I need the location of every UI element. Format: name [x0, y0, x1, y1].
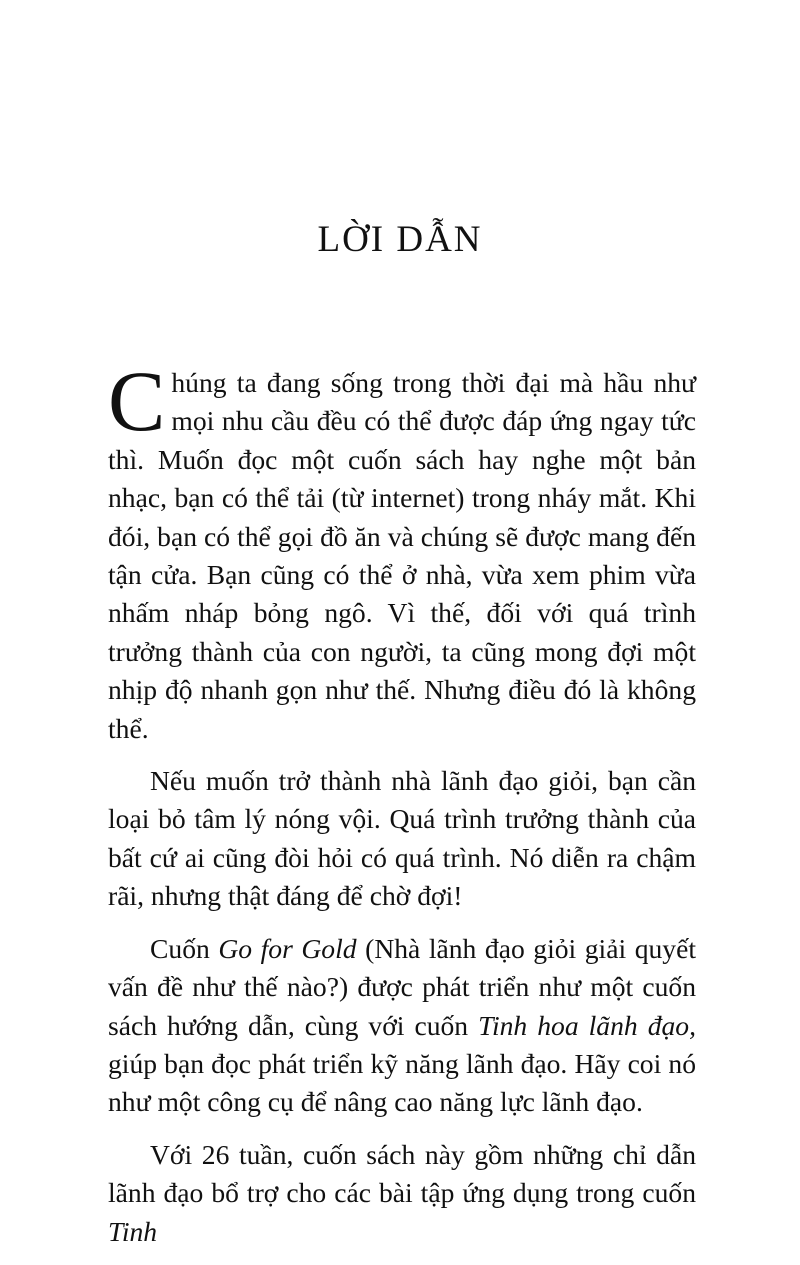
paragraph-3-part-2: (Nhà lãnh đạo giỏi giải quyết vấn đề như thế nào?) được phát triển như một cuốn sách hướng dẫn, cùng với cuốn: [108, 932, 696, 1041]
paragraph-3-part-3: giúp bạn đọc phát triển kỹ năng lãnh đạo. Hãy coi nó như một công cụ để nâng cao năng lực lãnh đạo.: [108, 1047, 696, 1118]
paragraph-1: [108, 353, 696, 748]
paragraph-3: [108, 930, 696, 1122]
drop-cap: C: [108, 353, 166, 449]
paragraph-4-part-1: Với 26 tuần, cuốn sách này gồm những chỉ dẫn lãnh đạo bổ trợ cho các bài tập ứng dụng trong cuốn: [108, 1138, 696, 1209]
paragraph-4: [108, 1136, 696, 1251]
body-text: [108, 353, 696, 1265]
book-title-tinh: Tinh: [108, 1215, 158, 1247]
chapter-title: LỜI DẪN: [317, 219, 483, 260]
paragraph-2: Nếu muốn trở thành nhà lãnh đạo giỏi, bạn cần loại bỏ tâm lý nóng vội. Quá trình trưởng thành của bất cứ ai cũng đòi hỏi có quá trình. Nó diễn ra chậm rãi, nhưng thật đáng để chờ đợi!: [108, 765, 696, 912]
book-title-tinh-hoa-lanh-dao: Tinh hoa lãnh đạo,: [478, 1009, 696, 1041]
paragraph-1-text: húng ta đang sống trong thời đại mà hầu như mọi nhu cầu đều có thể được đáp ứng ngay tức thì. Muốn đọc một cuốn sách hay nghe một bản nhạc, bạn có thể tải (từ internet) trong nháy mắt. Khi đói, bạn có thể gọi đồ ăn và chúng sẽ được mang đến tận cửa. Bạn cũng có thể ở nhà, vừa xem phim vừa nhấm nháp bỏng ngô. Vì thế, đối với quá trình trưởng thành của con người, ta cũng mong đợi một nhịp độ nhanh gọn như thế. Nhưng điều đó là không thể.: [108, 367, 696, 744]
paragraph-3-part-1: Cuốn: [150, 932, 219, 964]
book-title-go-for-gold: Go for Gold: [218, 932, 357, 964]
